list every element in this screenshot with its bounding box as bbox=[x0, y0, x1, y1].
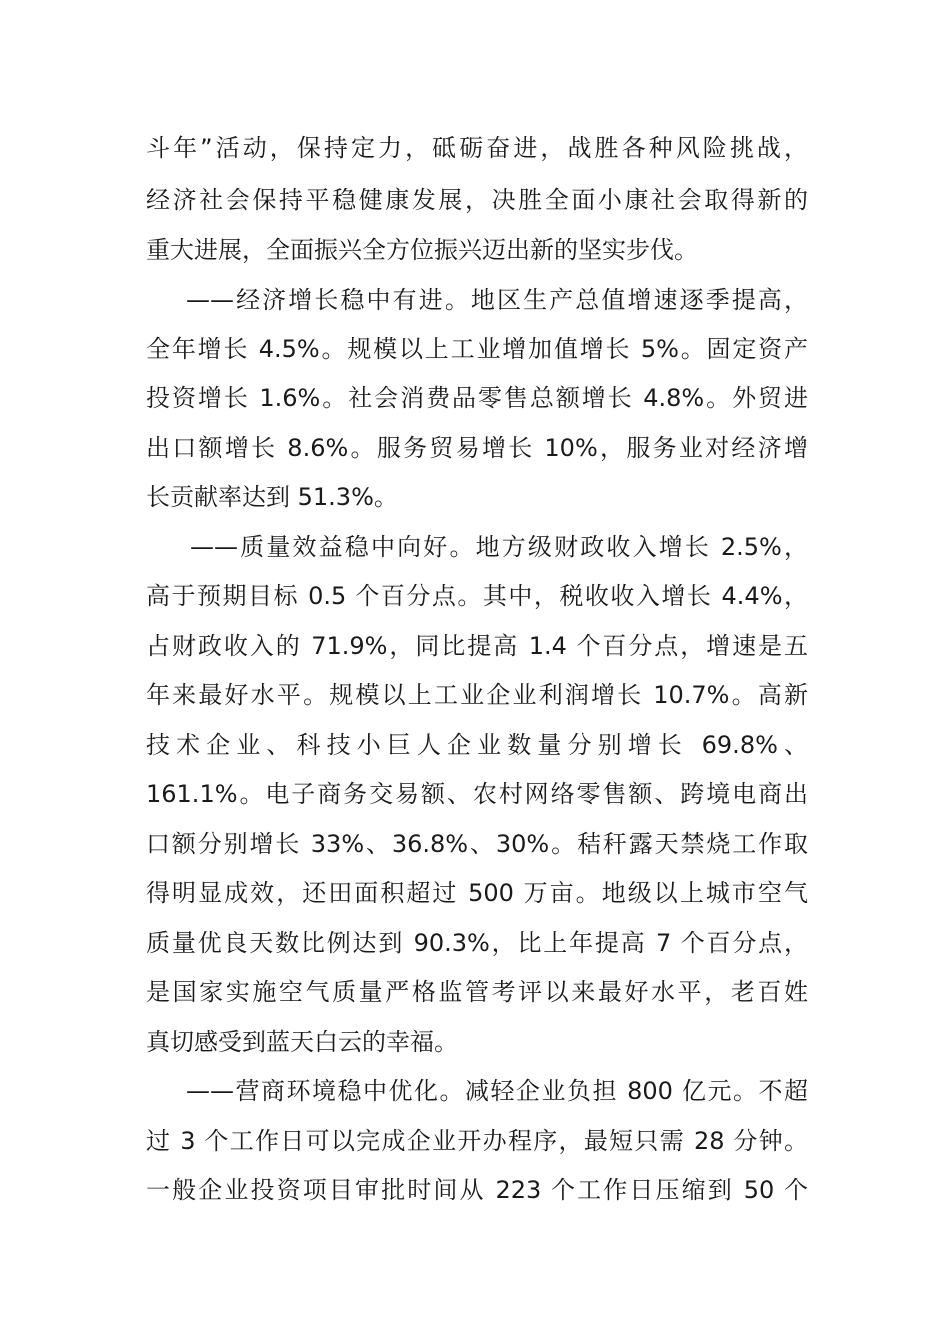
text-line: 口额分别增长 33%、36.8%、30%。秸秆露天禁烧工作取 bbox=[146, 830, 808, 858]
text-line: 161.1%。电子商务交易额、农村网络零售额、跨境电商出 bbox=[146, 780, 808, 808]
text-line: 年来最好水平。规模以上工业企业利润增长 10.7%。高新 bbox=[146, 681, 808, 709]
text-line: 出口额增长 8.6%。服务贸易增长 10%，服务业对经济增 bbox=[146, 434, 808, 462]
text-line: 重大进展，全面振兴全方位振兴迈出新的坚实步伐。 bbox=[146, 236, 698, 264]
text-line: 经济社会保持平稳健康发展，决胜全面小康社会取得新的 bbox=[146, 186, 808, 214]
text-line: 长贡献率达到 51.3%。 bbox=[146, 483, 398, 511]
section-heading-line: ——经济增长稳中有进。地区生产总值增速逐季提高， bbox=[186, 286, 808, 314]
text-line: 过 3 个工作日可以完成企业开办程序，最短只需 28 分钟。 bbox=[146, 1127, 808, 1155]
text-line: 全年增长 4.5%。规模以上工业增加值增长 5%。固定资产 bbox=[146, 335, 808, 363]
text-line: 斗年”活动，保持定力，砥砺奋进，战胜各种风险挑战， bbox=[146, 134, 808, 162]
section-heading-line: ——质量效益稳中向好。地方级财政收入增长 2.5%， bbox=[190, 533, 808, 561]
text-line: 高于预期目标 0.5 个百分点。其中，税收收入增长 4.4%， bbox=[146, 582, 808, 610]
text-line: 质量优良天数比例达到 90.3%，比上年提高 7 个百分点， bbox=[146, 929, 808, 957]
text-line: 是国家实施空气质量严格监管考评以来最好水平，老百姓 bbox=[146, 978, 808, 1006]
text-line: 真切感受到蓝天白云的幸福。 bbox=[146, 1028, 458, 1056]
section-heading-line: ——营商环境稳中优化。减轻企业负担 800 亿元。不超 bbox=[186, 1077, 808, 1105]
text-line: 得明显成效，还田面积超过 500 万亩。地级以上城市空气 bbox=[146, 879, 808, 907]
text-line: 技术企业、科技小巨人企业数量分别增长 69.8%、 bbox=[146, 731, 808, 759]
text-line: 一般企业投资项目审批时间从 223 个工作日压缩到 50 个 bbox=[146, 1176, 808, 1204]
text-line: 投资增长 1.6%。社会消费品零售总额增长 4.8%。外贸进 bbox=[146, 384, 808, 412]
text-line: 占财政收入的 71.9%，同比提高 1.4 个百分点，增速是五 bbox=[146, 632, 808, 660]
